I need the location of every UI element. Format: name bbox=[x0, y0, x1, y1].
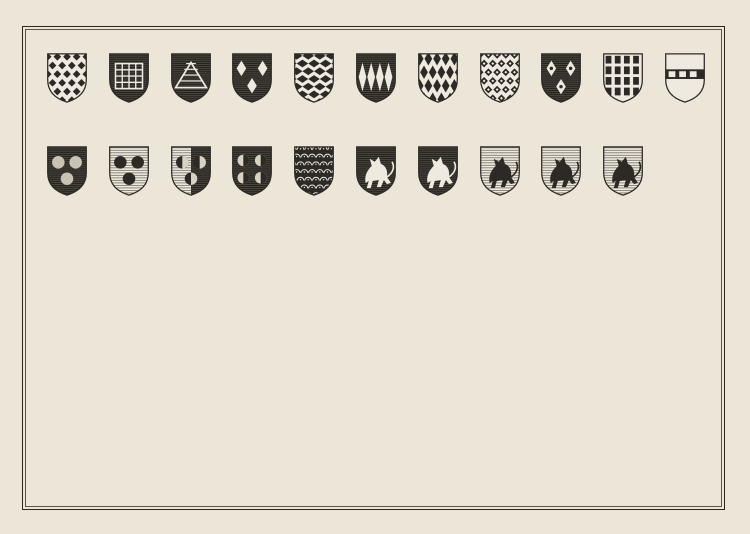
blazon-cell bbox=[405, 133, 471, 227]
blazon-cell bbox=[528, 40, 594, 134]
coat-of-arms-shield bbox=[229, 51, 275, 105]
blazon-cell bbox=[219, 133, 285, 227]
coat-of-arms-shield bbox=[291, 144, 337, 198]
coat-of-arms-shield bbox=[168, 51, 214, 105]
coat-of-arms-shield bbox=[229, 144, 275, 198]
blazon-cell bbox=[96, 40, 162, 134]
blazon-cell bbox=[652, 40, 718, 134]
blazon-cell bbox=[467, 133, 533, 227]
coat-of-arms-shield bbox=[44, 51, 90, 105]
coat-of-arms-shield bbox=[353, 144, 399, 198]
blazon-cell bbox=[158, 133, 224, 227]
blazon-cell bbox=[34, 133, 100, 227]
blazon-cell bbox=[281, 133, 347, 227]
coat-of-arms-shield bbox=[600, 51, 646, 105]
blazon-cell bbox=[343, 133, 409, 227]
coat-of-arms-shield bbox=[538, 144, 584, 198]
blazon-cell bbox=[96, 133, 162, 227]
coat-of-arms-shield bbox=[662, 51, 708, 105]
blazon-cell bbox=[405, 40, 471, 134]
coat-of-arms-shield bbox=[353, 51, 399, 105]
coat-of-arms-shield bbox=[168, 144, 214, 198]
blazon-cell bbox=[158, 40, 224, 134]
coat-of-arms-shield bbox=[415, 144, 461, 198]
coat-of-arms-shield bbox=[106, 51, 152, 105]
blazon-cell bbox=[219, 40, 285, 134]
coat-of-arms-shield bbox=[291, 51, 337, 105]
blazon-cell bbox=[590, 40, 656, 134]
coat-of-arms-shield bbox=[600, 144, 646, 198]
coat-of-arms-shield bbox=[44, 144, 90, 198]
coat-of-arms-shield bbox=[106, 144, 152, 198]
coat-of-arms-shield bbox=[477, 144, 523, 198]
blazon-cell bbox=[467, 40, 533, 134]
blazon-cell bbox=[281, 40, 347, 134]
coat-of-arms-shield bbox=[415, 51, 461, 105]
coat-of-arms-shield bbox=[538, 51, 584, 105]
blazon-cell bbox=[343, 40, 409, 134]
blazon-cell bbox=[528, 133, 594, 227]
coat-of-arms-shield bbox=[477, 51, 523, 105]
blazon-cell bbox=[34, 40, 100, 134]
blazon-cell bbox=[590, 133, 656, 227]
